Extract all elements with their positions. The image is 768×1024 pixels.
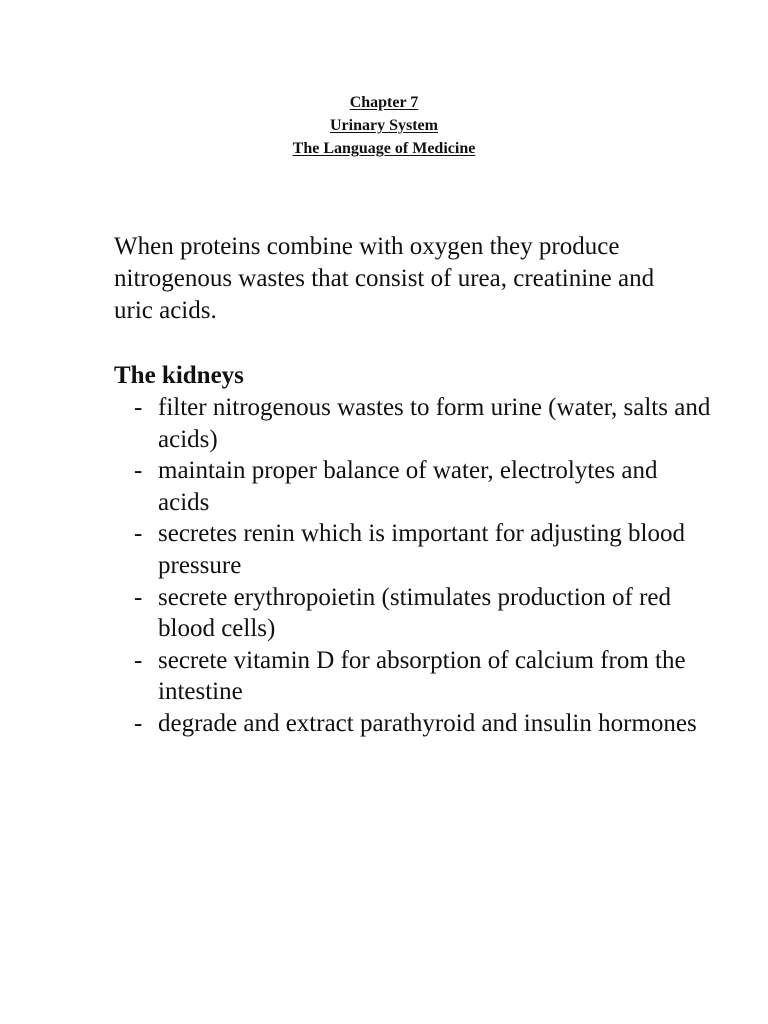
book-heading: The Language of Medicine	[292, 140, 476, 157]
list-item-text: secretes renin which is important for adjusting blood pressure	[158, 520, 685, 579]
list-item-text: maintain proper balance of water, electrolytes and acids	[158, 457, 658, 516]
list-item	[134, 645, 714, 708]
list-item	[134, 518, 714, 581]
list-item-text: secrete vitamin D for absorption of calcium from the intestine	[158, 646, 686, 706]
document-heading	[0, 91, 768, 160]
dash-bullet: -	[134, 709, 143, 737]
list-item	[134, 392, 714, 455]
dash-bullet: -	[134, 520, 143, 548]
list-item-text: secrete erythropoietin (stimulates production of red blood cells)	[158, 583, 672, 643]
list-item	[134, 455, 714, 518]
list-item	[134, 708, 714, 740]
section-title: The kidneys	[114, 362, 244, 389]
subject-heading: Urinary System	[330, 117, 438, 134]
dash-bullet: -	[134, 646, 143, 674]
kidney-functions-list	[134, 392, 714, 740]
list-item-text: filter nitrogenous wastes to form urine (water, salts and acids)	[158, 394, 711, 453]
dash-bullet: -	[134, 583, 143, 611]
intro-paragraph: When proteins combine with oxygen they produce nitrogenous wastes that consist of urea, creatinine and uric acids.	[114, 233, 655, 324]
list-item-text: degrade and extract parathyroid and insulin hormones	[158, 709, 697, 737]
chapter-heading: Chapter 7	[349, 94, 419, 111]
dash-bullet: -	[134, 394, 143, 421]
dash-bullet: -	[134, 457, 143, 485]
list-item	[134, 582, 714, 645]
